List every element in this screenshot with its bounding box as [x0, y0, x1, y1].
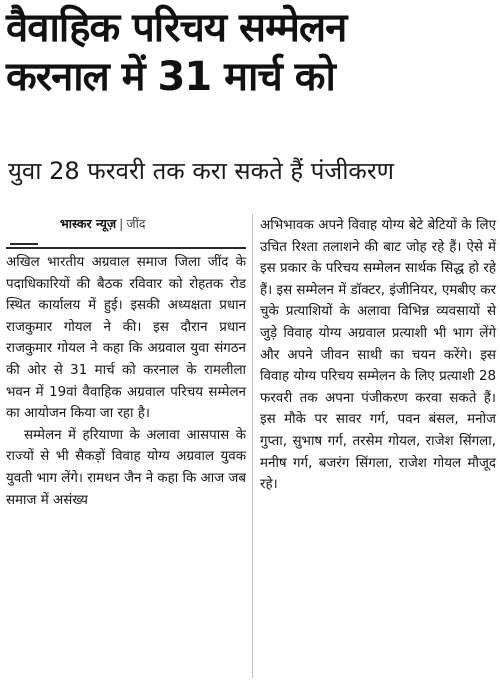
article-paragraph-3: अभिभावक अपने विवाह योग्य बेटे बेटियों के लिए उचित रिश्ता तलाशने की बाट जोह रहे हैं। ऐसे में इस प्रकार के परिचय सम्मेलन सार्थक सिद्ध हो रहे हैं। इस सम्मेलन में डॉक्टर, इंजीनियर, एमबीए कर चुके प्रत्याशियों के अलावा विभिन्न व्यवसायों से जुड़े विवाह योग्य अग्रवाल प्रत्याशी भी भाग लेंगे और अपने जीवन साथी का चयन करेंगे। इस विवाह योग्य परिचय सम्मेलन के लिए प्रत्याशी 28 फरवरी तक अपना पंजीकरण करवा सकते हैं। इस मौके पर सावर गर्ग, पवन बंसल, मनोज गुप्ता, सुभाष गर्ग, तरसेम गोयल, राजेश सिंगला, मनीष गर्ग, बजरंग सिंगला, राजेश गोयल मौजूद रहे। — [260, 218, 496, 493]
byline-rule-short — [10, 243, 38, 245]
article-paragraph-1: अखिल भारतीय अग्रवाल समाज जिला जींद के पदाधिकारियों की बैठक रविवार को रोहतक रोड स्थित कार्यालय में हुई। इसकी अध्यक्षता प्रधान राजकुमार गोयल ने की। इस दौरान प्रधान राजकुमार गोयल ने कहा कि अग्रवाल युवा संगठन की ओर से 31 मार्च को करनाल के रामलीला भवन में 19वां वैवाहिक अग्रवाल परिचय सम्मेलन का आयोजन किया जा रहा है। — [6, 255, 246, 422]
headline-line-2: करनाल में 31 मार्च को — [6, 54, 335, 100]
byline-place: जींद — [126, 216, 146, 231]
headline-line-1: वैवाहिक परिचय सम्मेलन — [6, 5, 347, 51]
subheadline: युवा 28 फरवरी तक करा सकते हैं पंजीकरण — [8, 157, 395, 185]
article-left-column — [6, 214, 246, 511]
article-right-column — [260, 215, 496, 496]
column-divider — [252, 214, 253, 678]
byline-source: भास्कर न्यूज़ — [60, 216, 117, 231]
headline — [6, 4, 496, 102]
byline — [60, 214, 246, 238]
byline-separator: | — [119, 216, 124, 231]
byline-rule — [6, 247, 246, 249]
article-paragraph-2: सम्मेलन में हरियाणा के अलावा आसपास के राज्यों से भी सैकड़ों विवाह योग्य अग्रवाल युवक युवती भाग लेंगे। रामधन जैन ने कहा कि आज जब समाज में असंख्य — [6, 427, 246, 508]
